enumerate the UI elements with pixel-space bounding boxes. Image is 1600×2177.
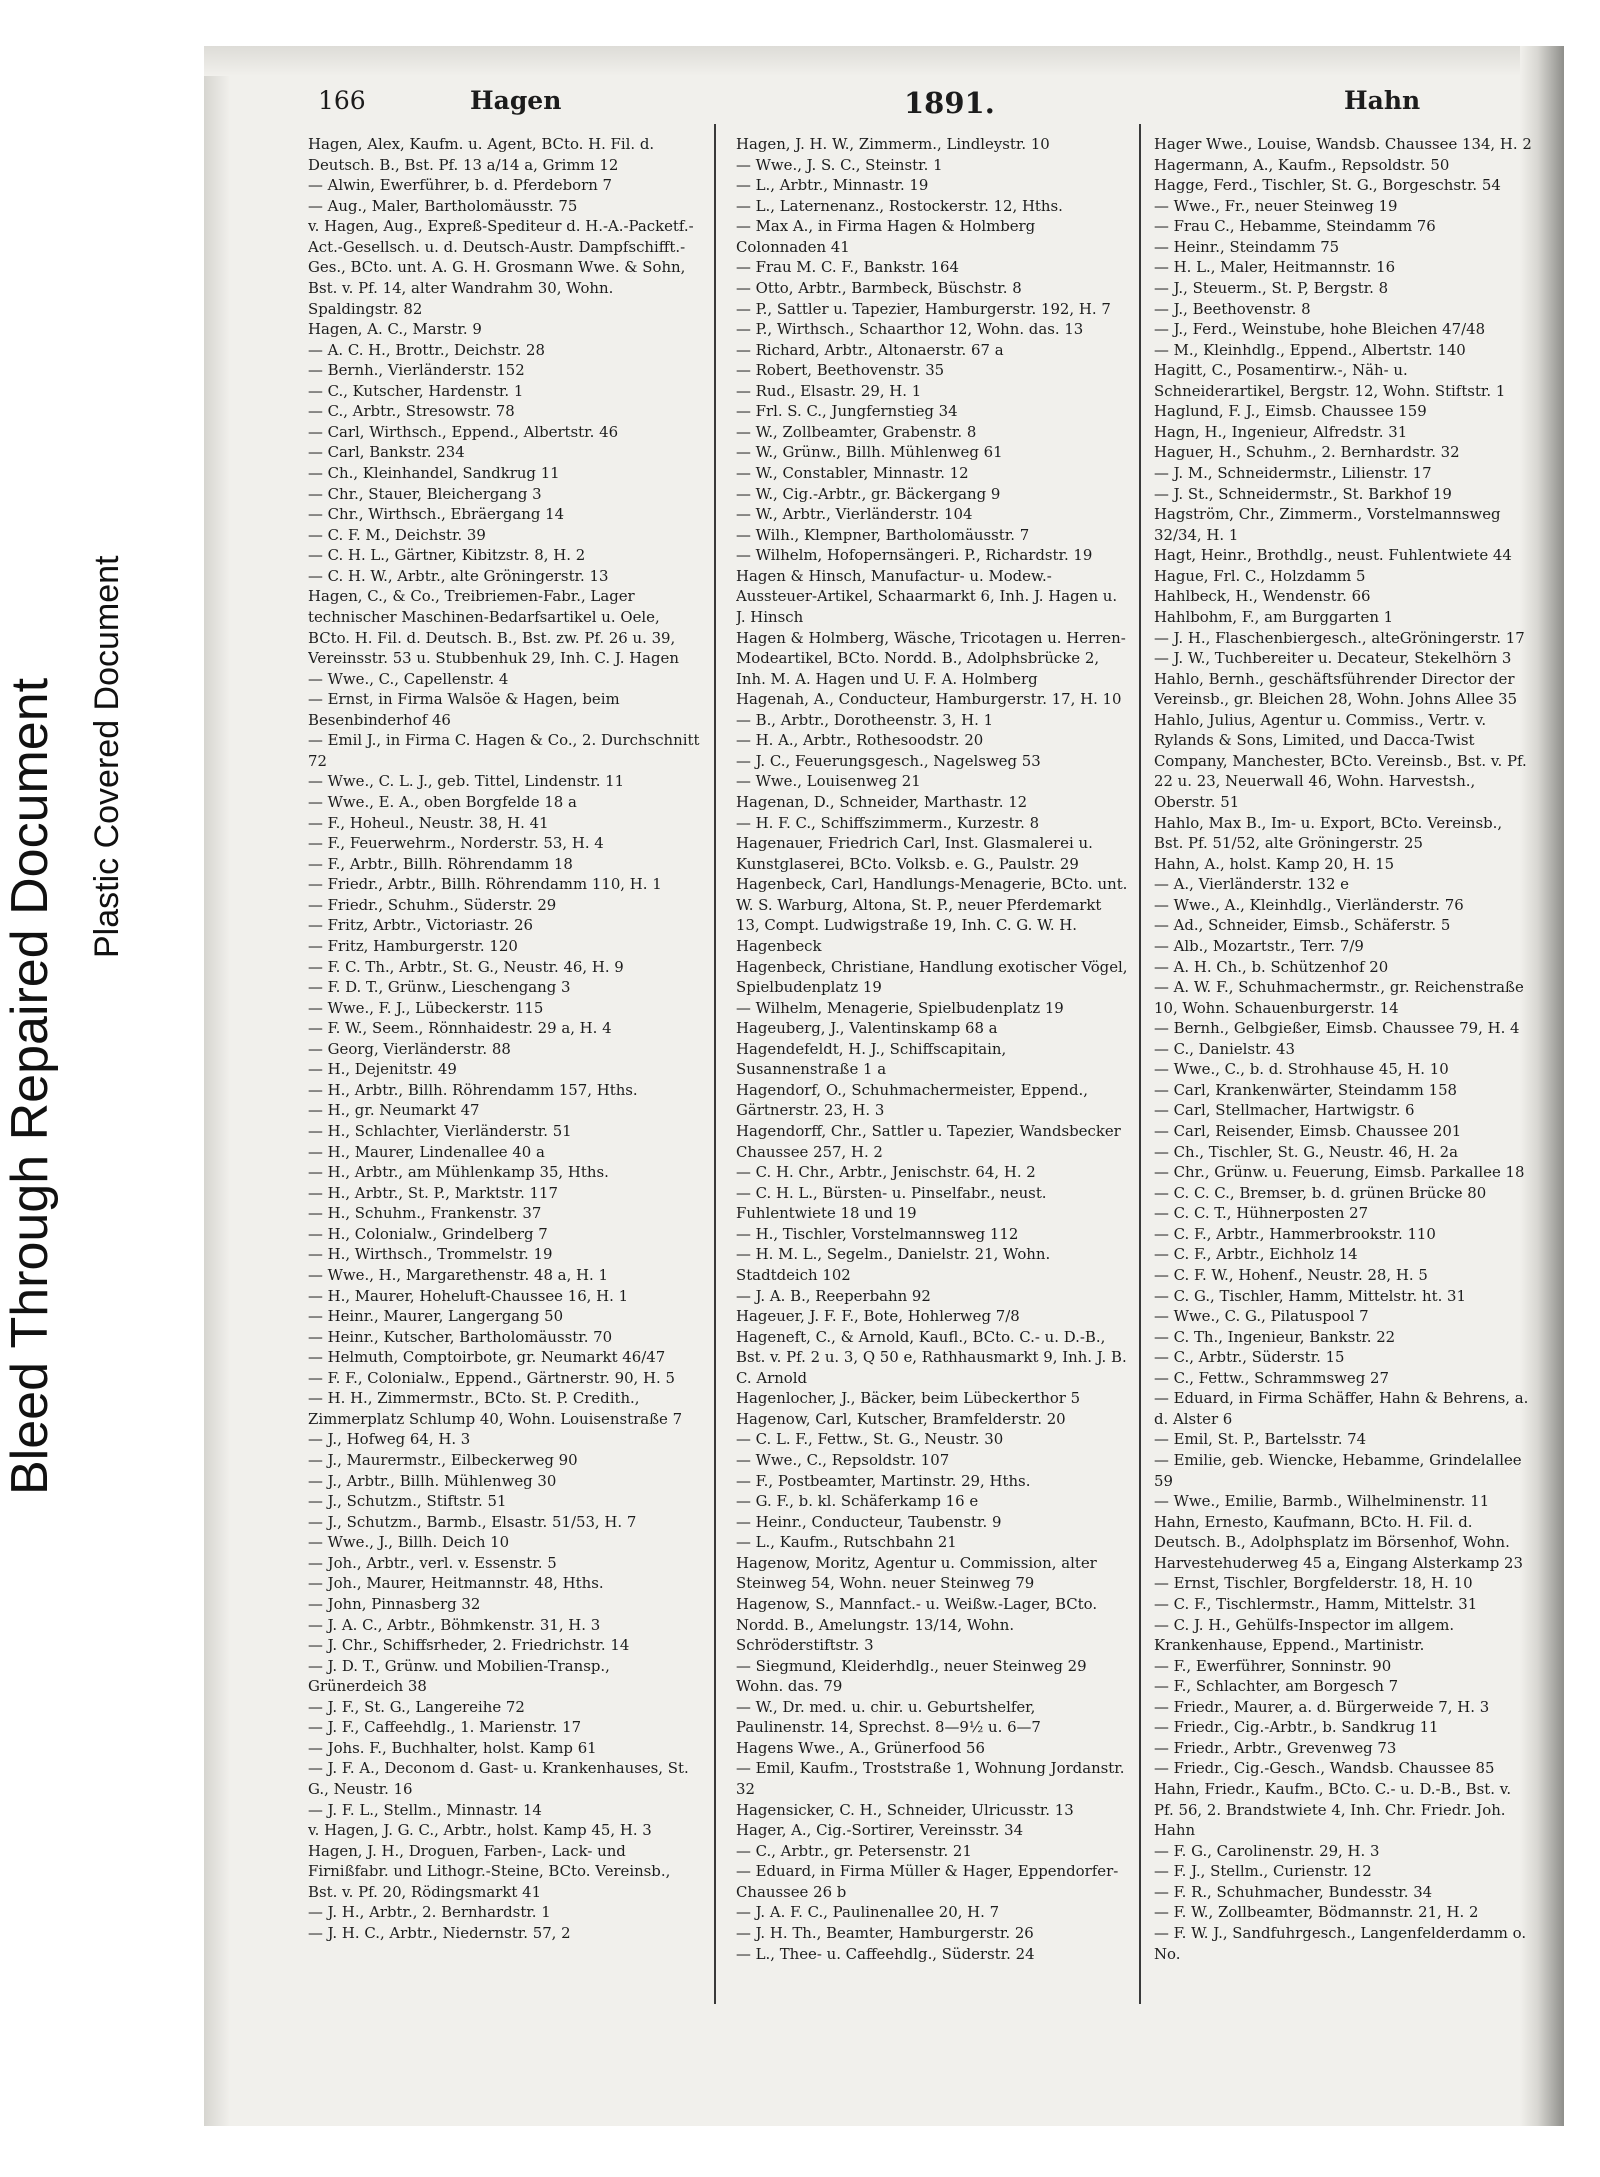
directory-entry: — Eduard, in Firma Schäffer, Hahn & Behrens, a. d. Alster 6 [1154,1389,1529,1428]
directory-entry: — Wilhelm, Hofopernsängeri. P., Richardstr. 19 [736,546,1093,565]
directory-entry: — C. C. C., Bremser, b. d. grünen Brücke 80 [1154,1183,1487,1202]
directory-entry: Hageuer, J. F. F., Bote, Hohlerweg 7/8 [736,1307,1020,1326]
directory-entry: — Fritz, Hamburgerstr. 120 [308,936,518,955]
directory-entry: — J. W., Tuchbereiter u. Decateur, Stekelhörn 3 [1154,649,1512,668]
directory-entry: — C., Arbtr., Süderstr. 15 [1154,1348,1345,1367]
directory-entry: — H., Arbtr., am Mühlenkamp 35, Hths. [308,1163,609,1182]
directory-entry: — W., Dr. med. u. chir. u. Geburtshelfer, Paulinenstr. 14, Sprechst. 8—9½ u. 6—7 [736,1697,1041,1737]
directory-entry: — C. F., Tischlermstr., Hamm, Mittelstr. 31 [1154,1594,1478,1613]
directory-entry: — W., Grünw., Billh. Mühlenweg 61 [736,443,1003,462]
directory-entry: — J. H., Arbtr., 2. Bernhardstr. 1 [308,1903,551,1922]
directory-entry: — C. L. F., Fettw., St. G., Neustr. 30 [736,1430,1004,1449]
directory-entry: — Alb., Mozartstr., Terr. 7/9 [1154,936,1364,955]
directory-entry: — L., Thee- u. Caffeehdlg., Süderstr. 24 [736,1944,1035,1963]
directory-entry: Hager Wwe., Louise, Wandsb. Chaussee 134, H. 2 [1154,135,1532,153]
directory-entry: — J. H., Flaschenbiergesch., alteGröningerstr. 17 [1154,628,1525,647]
directory-entry: — Wwe., C. G., Pilatuspool 7 [1154,1307,1369,1326]
directory-entry: Hagen & Holmberg, Wäsche, Tricotagen u. Herren-Modeartikel, BCto. Nordd. B., Adolphsbrücke 2, Inh. M. A. Hagen und U. F. A. Holmberg [736,628,1126,688]
directory-entry: — M., Kleinhdlg., Eppend., Albertstr. 140 [1154,340,1466,359]
directory-entry: Hagström, Chr., Zimmerm., Vorstelmannsweg 32/34, H. 1 [1154,505,1501,544]
directory-entry: — L., Kaufm., Rutschbahn 21 [736,1533,957,1552]
directory-entry: — C., Kutscher, Hardenstr. 1 [308,381,524,400]
directory-entry: — F., Ewerführer, Sonninstr. 90 [1154,1656,1392,1675]
directory-entry: — F., Hoheul., Neustr. 38, H. 41 [308,813,549,832]
directory-entry: — C. H. W., Arbtr., alte Gröningerstr. 13 [308,566,609,585]
directory-entry: — J., Hofweg 64, H. 3 [308,1430,471,1449]
directory-entry: — J., Maurermstr., Eilbeckerweg 90 [308,1451,578,1469]
directory-entry: Hagt, Heinr., Brothdlg., neust. Fuhlentwiete 44 [1154,546,1512,565]
directory-entry: Hageneft, C., & Arnold, Kaufl., BCto. C.- u. D.-B., Bst. v. Pf. 2 u. 3, Q 50 e, Rathhausmarkt 9, Inh. J. B. C. Arnold [736,1327,1127,1387]
directory-entry: Hagenow, S., Mannfact.- u. Weißw.-Lager, BCto. Nordd. B., Amelungstr. 13/14, Wohn. Schröderstiftstr. 3 [736,1594,1098,1655]
header-left-word: Hagen [470,86,562,115]
directory-entry: — J. D. T., Grünw. und Mobilien-Transp., Grünerdeich 38 [308,1656,610,1696]
directory-entry: — Alwin, Ewerführer, b. d. Pferdeborn 7 [308,176,613,195]
directory-entry: — Wwe., C., b. d. Strohhause 45, H. 10 [1154,1060,1449,1079]
directory-entry: — C. F., Arbtr., Eichholz 14 [1154,1245,1358,1264]
directory-entry: — C. Th., Ingenieur, Bankstr. 22 [1154,1327,1396,1346]
directory-entry: Hagendorff, Chr., Sattler u. Tapezier, Wandsbecker Chaussee 257, H. 2 [736,1122,1121,1161]
directory-entry: — G. F., b. kl. Schäferkamp 16 e [736,1492,979,1511]
directory-entry: — Frau C., Hebamme, Steindamm 76 [1154,217,1436,236]
directory-entry: — B., Arbtr., Dorotheenstr. 3, H. 1 [736,710,994,729]
directory-entry: — Richard, Arbtr., Altonaerstr. 67 a [736,340,1004,359]
directory-entry: — Friedr., Cig.-Arbtr., b. Sandkrug 11 [1154,1718,1439,1737]
directory-entry: — L., Laternenanz., Rostockerstr. 12, Hths. [736,196,1063,215]
directory-entry: — Ernst, in Firma Walsöe & Hagen, beim Besenbinderhof 46 [308,690,620,729]
directory-entry: — Heinr., Conducteur, Taubenstr. 9 [736,1512,1002,1531]
directory-column-3 [1154,134,1534,1964]
directory-entry: — Ad., Schneider, Eimsb., Schäferstr. 5 [1154,916,1451,935]
directory-entry: — Chr., Grünw. u. Feuerung, Eimsb. Parkallee 18 [1154,1163,1525,1182]
column-rule-2 [1139,124,1141,2004]
directory-entry: Hagn, H., Ingenieur, Alfredstr. 31 [1154,422,1408,441]
directory-entry: Hagenah, A., Conducteur, Hamburgerstr. 17, H. 10 [736,690,1122,709]
directory-entry: — F. W., Zollbeamter, Bödmannstr. 21, H. 2 [1154,1903,1479,1922]
directory-entry: Hagenbeck, Christiane, Handlung exotischer Vögel, Spielbudenplatz 19 [736,957,1128,997]
header-year: 1891. [904,86,995,120]
directory-entry: — Emil, St. P., Bartelsstr. 74 [1154,1430,1367,1449]
directory-entry: — F., Postbeamter, Martinstr. 29, Hths. [736,1471,1031,1490]
directory-entry: Hageuberg, J., Valentinskamp 68 a [736,1019,998,1038]
directory-entry: — F. R., Schuhmacher, Bundesstr. 34 [1154,1882,1433,1901]
directory-entry: — F. C. Th., Arbtr., St. G., Neustr. 46, H. 9 [308,957,624,976]
directory-entry: — H., Arbtr., St. P., Marktstr. 117 [308,1183,558,1202]
directory-entry: — W., Cig.-Arbtr., gr. Bäckergang 9 [736,484,1001,503]
directory-entry: — H., Colonialw., Grindelberg 7 [308,1224,548,1243]
directory-entry: — H., Dejenitstr. 49 [308,1060,457,1079]
directory-entry: — Friedr., Arbtr., Grevenweg 73 [1154,1738,1397,1757]
directory-entry: Hagenow, Moritz, Agentur u. Commission, alter Steinweg 54, Wohn. neuer Steinweg 79 [736,1553,1097,1593]
directory-entry: — Emil, Kaufm., Troststraße 1, Wohnung Jordanstr. 32 [736,1759,1125,1798]
directory-entry: — Carl, Krankenwärter, Steindamm 158 [1154,1080,1458,1099]
directory-entry: — L., Arbtr., Minnastr. 19 [736,176,929,195]
directory-page [204,46,1564,2126]
directory-entry: Hahn, A., holst. Kamp 20, H. 15 [1154,854,1395,873]
directory-entry: v. Hagen, Aug., Expreß-Spediteur d. H.-A.-Packetf.-Act.-Gesellsch. u. d. Deutsch-Austr. Dampfschifft.-Ges., BCto. unt. A. G. H. Grosmann Wwe. & Sohn, Bst. v. Pf. 14, alter Wandrahm 30, Wohn. Spaldingstr. 82 [308,217,694,318]
directory-entry: — Emil J., in Firma C. Hagen & Co., 2. Durchschnitt 72 [308,731,700,770]
directory-entry: — C. G., Tischler, Hamm, Mittelstr. ht. 31 [1154,1286,1466,1305]
directory-entry: — Bernh., Vierländerstr. 152 [308,361,525,380]
directory-entry: — Joh., Maurer, Heitmannstr. 48, Hths. [308,1574,604,1593]
directory-entry: — H., Wirthsch., Trommelstr. 19 [308,1245,553,1264]
directory-entry: — W., Zollbeamter, Grabenstr. 8 [736,422,977,441]
directory-entry: — F. D. T., Grünw., Lieschengang 3 [308,978,571,997]
directory-entry: — Wwe., C. L. J., geb. Tittel, Lindenstr. 11 [308,772,625,791]
directory-entry: — J. F. A., Deconom d. Gast- u. Krankenhauses, St. G., Neustr. 16 [308,1759,689,1798]
directory-entry: — J., Arbtr., Billh. Mühlenweg 30 [308,1471,557,1490]
directory-entry: — Wilhelm, Menagerie, Spielbudenplatz 19 [736,998,1064,1017]
directory-entry: Hagermann, A., Kaufm., Repsoldstr. 50 [1154,155,1450,174]
directory-entry: Hager, A., Cig.-Sortirer, Vereinsstr. 34 [736,1821,1024,1840]
directory-entry: — Carl, Wirthsch., Eppend., Albertstr. 46 [308,422,619,441]
directory-entry: Hagendorf, O., Schuhmachermeister, Eppend., Gärtnerstr. 23, H. 3 [736,1080,1088,1120]
directory-entry: — H., Arbtr., Billh. Röhrendamm 157, Hths. [308,1080,638,1099]
directory-entry: — Friedr., Cig.-Gesch., Wandsb. Chaussee 85 [1154,1759,1495,1778]
directory-entry: — W., Constabler, Minnastr. 12 [736,464,969,482]
directory-entry: — H. F. C., Schiffszimmerm., Kurzestr. 8 [736,813,1040,832]
directory-entry: Hahlbohm, F., am Burggarten 1 [1154,607,1394,626]
directory-entry: Hahlo, Julius, Agentur u. Commiss., Vertr. v. Rylands & Sons, Limited, und Dacca-Twist Company, Manchester, BCto. Vereinsb., Bst. v. Pf. 22 u. 23, Neuerwall 46, Wohn. Harvestsh., Oberstr. 51 [1154,710,1527,811]
directory-entry: — Wwe., C., Capellenstr. 4 [308,669,509,688]
directory-entry: — Chr., Stauer, Bleichergang 3 [308,484,542,503]
directory-entry: — Wwe., J., Billh. Deich 10 [308,1533,510,1552]
directory-entry: Hagge, Ferd., Tischler, St. G., Borgeschstr. 54 [1154,176,1501,195]
directory-entry: — P., Wirthsch., Schaarthor 12, Wohn. das. 13 [736,320,1084,339]
directory-entry: Hahlbeck, H., Wendenstr. 66 [1154,587,1371,606]
directory-entry: — C. F. M., Deichstr. 39 [308,525,486,544]
directory-entry: — Ch., Tischler, St. G., Neustr. 46, H. 2a [1154,1142,1459,1161]
directory-entry: — Heinr., Kutscher, Bartholomäusstr. 70 [308,1327,613,1346]
directory-entry: — F. W. J., Sandfuhrgesch., Langenfelderdamm o. No. [1154,1923,1527,1963]
directory-entry: — C. J. H., Gehülfs-Inspector im allgem. Krankenhause, Eppend., Martinistr. [1154,1615,1455,1655]
directory-entry: — J. Chr., Schiffsrheder, 2. Friedrichstr. 14 [308,1636,630,1655]
directory-entry: — C. F., Arbtr., Hammerbrookstr. 110 [1154,1224,1436,1243]
page-number: 166 [318,86,366,115]
directory-entry: — Frau M. C. F., Bankstr. 164 [736,258,959,277]
directory-entry: — A., Vierländerstr. 132 e [1154,875,1349,894]
directory-entry: — F. W., Seem., Rönnhaidestr. 29 a, H. 4 [308,1019,612,1038]
bleed-through-label: Bleed Through Repaired Document [1,677,59,1495]
page-header [204,86,1564,126]
directory-entry: — Friedr., Schuhm., Süderstr. 29 [308,895,557,914]
directory-entry: — Max A., in Firma Hagen & Holmberg Colonnaden 41 [736,217,1036,256]
directory-entry: — Ch., Kleinhandel, Sandkrug 11 [308,464,560,482]
directory-entry: — Helmuth, Comptoirbote, gr. Neumarkt 46/47 [308,1348,666,1367]
directory-entry: — Aug., Maler, Bartholomäusstr. 75 [308,196,578,215]
directory-entry: Hagenauer, Friedrich Carl, Inst. Glasmalerei u. Kunstglaserei, BCto. Volksb. e. G., Paulstr. 29 [736,834,1093,873]
directory-entry: Hague, Frl. C., Holzdamm 5 [1154,566,1366,585]
directory-entry: — J. H. Th., Beamter, Hamburgerstr. 26 [736,1923,1034,1942]
directory-entry: Hagens Wwe., A., Grünerfood 56 [736,1738,985,1757]
directory-entry: — J. St., Schneidermstr., St. Barkhof 19 [1154,484,1452,503]
directory-entry: — Wwe., Fr., neuer Steinweg 19 [1154,196,1398,215]
directory-entry: — Eduard, in Firma Müller & Hager, Eppendorfer-Chaussee 26 b [736,1862,1119,1901]
directory-entry: — Siegmund, Kleiderhdlg., neuer Steinweg 29 Wohn. das. 79 [736,1656,1087,1696]
directory-entry: — Robert, Beethovenstr. 35 [736,361,945,380]
directory-entry: — H. M. L., Segelm., Danielstr. 21, Wohn. Stadtdeich 102 [736,1245,1051,1284]
header-right-word: Hahn [1344,86,1421,115]
directory-entry: — J. F. L., Stellm., Minnastr. 14 [308,1800,542,1819]
directory-entry: v. Hagen, J. G. C., Arbtr., holst. Kamp 45, H. 3 [308,1821,652,1840]
directory-entry: — H., Tischler, Vorstelmannsweg 112 [736,1224,1019,1243]
directory-entry: — Carl, Bankstr. 234 [308,443,465,462]
directory-entry: Hagen, C., & Co., Treibriemen-Fabr., Lager technischer Maschinen-Bedarfsartikel u. Oele, BCto. H. Fil. d. Deutsch. B., Bst. zw. Pf. 26 u. 39, Vereinsstr. 53 u. Stubbenhuk 29, Inh. C. J. Hagen [308,587,679,668]
directory-entry: Hagenlocher, J., Bäcker, beim Lübeckerthor 5 [736,1389,1081,1408]
directory-entry: — F. J., Stellm., Curienstr. 12 [1154,1862,1372,1881]
directory-entry: — C., Arbtr., Stresowstr. 78 [308,402,515,421]
directory-entry: — F., Arbtr., Billh. Röhrendamm 18 [308,854,573,873]
directory-entry: — A. C. H., Brottr., Deichstr. 28 [308,340,545,359]
directory-entry: — Wwe., H., Margarethenstr. 48 a, H. 1 [308,1265,608,1284]
directory-entry: Hagen, Alex, Kaufm. u. Agent, BCto. H. Fil. d. Deutsch. B., Bst. Pf. 13 a/14 a, Grimm 12 [308,135,655,174]
directory-entry: — J., Steuerm., St. P, Bergstr. 8 [1154,278,1389,297]
directory-entry: — Emilie, geb. Wiencke, Hebamme, Grindelallee 59 [1154,1451,1522,1490]
directory-entry: — Wwe., E. A., oben Borgfelde 18 a [308,793,577,811]
directory-entry: — F., Feuerwehrm., Norderstr. 53, H. 4 [308,834,604,853]
directory-entry: Hagen & Hinsch, Manufactur- u. Modew.-Aussteuer-Artikel, Schaarmarkt 6, Inh. J. Hagen u. J. Hinsch [736,566,1118,626]
directory-entry: — H. H., Zimmermstr., BCto. St. P. Credith., Zimmerplatz Schlump 40, Wohn. Louisenstraße 7 [308,1389,683,1428]
directory-entry: — W., Arbtr., Vierländerstr. 104 [736,505,973,524]
directory-entry: — Wwe., A., Kleinhdlg., Vierländerstr. 76 [1154,895,1464,914]
directory-entry: — Wwe., F. J., Lübeckerstr. 115 [308,998,544,1017]
directory-entry: Hagenow, Carl, Kutscher, Bramfelderstr. 20 [736,1409,1066,1428]
directory-entry: — F., Schlachter, am Borgesch 7 [1154,1677,1399,1696]
directory-entry: — J. A. B., Reeperbahn 92 [736,1286,931,1305]
directory-entry: — Otto, Arbtr., Barmbeck, Büschstr. 8 [736,278,1022,297]
directory-entry: Hahn, Ernesto, Kaufmann, BCto. H. Fil. d. Deutsch. B., Adolphsplatz im Börsenhof, Wohn. Harvestehuderweg 45 a, Eingang Alsterkamp 23 [1154,1512,1523,1572]
directory-entry: Hagen, J. H., Droguen, Farben-, Lack- und Firnißfabr. und Lithogr.-Steine, BCto. Vereinsb., Bst. v. Pf. 20, Rödingsmarkt 41 [308,1841,671,1901]
plastic-covered-label: Plastic Covered Document [88,555,126,958]
directory-entry: — H., gr. Neumarkt 47 [308,1101,480,1120]
directory-entry: — C. H. L., Gärtner, Kibitzstr. 8, H. 2 [308,546,586,565]
directory-entry: Hagensicker, C. H., Schneider, Ulricusstr. 13 [736,1800,1074,1819]
directory-entry: — A. H. Ch., b. Schützenhof 20 [1154,957,1389,976]
directory-entry: — J., Ferd., Weinstube, hohe Bleichen 47/48 [1154,320,1486,339]
directory-entry: — H., Schlachter, Vierländerstr. 51 [308,1122,572,1140]
directory-entry: — Carl, Stellmacher, Hartwigstr. 6 [1154,1101,1415,1120]
page-edge-shadow-top [204,46,1564,76]
directory-entry: — C. C. T., Hühnerposten 27 [1154,1204,1369,1223]
directory-entry: — P., Sattler u. Tapezier, Hamburgerstr. 192, H. 7 [736,299,1111,318]
directory-entry: — C., Danielstr. 43 [1154,1039,1295,1058]
directory-entry: — J. A. C., Arbtr., Böhmkenstr. 31, H. 3 [308,1615,601,1634]
directory-entry: — Wwe., J. S. C., Steinstr. 1 [736,155,943,174]
directory-entry: — J. H. C., Arbtr., Niedernstr. 57, 2 [308,1923,571,1942]
directory-entry: — C., Fettw., Schrammsweg 27 [1154,1368,1389,1387]
directory-entry: — C. H. L., Bürsten- u. Pinselfabr., neust. Fuhlentwiete 18 und 19 [736,1183,1047,1223]
directory-entry: — Fritz, Arbtr., Victoriastr. 26 [308,916,534,935]
directory-entry: — Frl. S. C., Jungfernstieg 34 [736,402,958,421]
directory-entry: — Heinr., Steindamm 75 [1154,237,1340,256]
directory-entry: — J. A. F. C., Paulinenallee 20, H. 7 [736,1903,1000,1922]
directory-entry: — Johs. F., Buchhalter, holst. Kamp 61 [308,1738,597,1757]
directory-entry: Hahn, Friedr., Kaufm., BCto. C.- u. D.-B., Bst. v. Pf. 56, 2. Brandstwiete 4, Inh. Chr. Friedr. Joh. Hahn [1154,1780,1512,1840]
directory-entry: Haglund, F. J., Eimsb. Chaussee 159 [1154,402,1427,421]
directory-entry: — Bernh., Gelbgießer, Eimsb. Chaussee 79, H. 4 [1154,1019,1520,1038]
directory-entry: — C., Arbtr., gr. Petersenstr. 21 [736,1841,972,1860]
directory-entry: Hagen, J. H. W., Zimmerm., Lindleystr. 10 [736,135,1050,153]
directory-column-2 [736,134,1128,1964]
directory-entry: — J., Beethovenstr. 8 [1154,299,1311,318]
directory-entry: — Wwe., Louisenweg 21 [736,772,921,791]
directory-entry: — H. A., Arbtr., Rothesoodstr. 20 [736,731,984,750]
directory-entry: — Wilh., Klempner, Bartholomäusstr. 7 [736,525,1030,544]
directory-entry: Hagitt, C., Posamentirw.-, Näh- u. Schneiderartikel, Bergstr. 12, Wohn. Stiftstr. 1 [1154,361,1506,400]
column-rule-1 [714,124,716,2004]
directory-entry: — Carl, Reisender, Eimsb. Chaussee 201 [1154,1122,1462,1140]
directory-entry: — J. F., St. G., Langereihe 72 [308,1697,525,1716]
directory-entry: Hagendefeldt, H. J., Schiffscapitain, Susannenstraße 1 a [736,1039,1007,1079]
directory-entry: — Ernst, Tischler, Borgfelderstr. 18, H. 10 [1154,1574,1473,1593]
directory-column-1 [308,134,704,1944]
directory-entry: Hahlo, Max B., Im- u. Export, BCto. Vereinsb., Bst. Pf. 51/52, alte Gröningerstr. 25 [1154,813,1503,853]
directory-entry: — H., Maurer, Lindenallee 40 a [308,1142,545,1161]
directory-entry: — C. F. W., Hohenf., Neustr. 28, H. 5 [1154,1265,1428,1284]
directory-entry: Hagen, A. C., Marstr. 9 [308,320,482,339]
directory-entry: — John, Pinnasberg 32 [308,1594,481,1613]
directory-entry: — H. L., Maler, Heitmannstr. 16 [1154,258,1396,277]
directory-entry: — J. F., Caffeehdlg., 1. Marienstr. 17 [308,1718,582,1737]
directory-entry: — H., Schuhm., Frankenstr. 37 [308,1204,542,1223]
directory-entry: — Friedr., Arbtr., Billh. Röhrendamm 110, H. 1 [308,875,662,894]
directory-entry: — Wwe., Emilie, Barmb., Wilhelminenstr. 11 [1154,1492,1490,1511]
directory-entry: — Rud., Elsastr. 29, H. 1 [736,381,922,400]
directory-entry: — A. W. F., Schuhmachermstr., gr. Reichenstraße 10, Wohn. Schauenburgerstr. 14 [1154,978,1524,1017]
directory-entry: — J. C., Feuerungsgesch., Nagelsweg 53 [736,751,1041,770]
directory-entry: Hagenbeck, Carl, Handlungs-Menagerie, BCto. unt. W. S. Warburg, Altona, St. P., neuer Pferdemarkt 13, Compt. Ludwigstraße 19, Inh. C. G. W. H. Hagenbeck [736,875,1128,955]
directory-entry: — Wwe., C., Repsoldstr. 107 [736,1451,950,1469]
directory-entry: — F. F., Colonialw., Eppend., Gärtnerstr. 90, H. 5 [308,1368,675,1387]
directory-entry: — C. H. Chr., Arbtr., Jenischstr. 64, H. 2 [736,1163,1036,1182]
directory-entry: — Heinr., Maurer, Langergang 50 [308,1307,564,1326]
directory-entry: — Chr., Wirthsch., Ebräergang 14 [308,505,565,524]
directory-entry: Hagenan, D., Schneider, Marthastr. 12 [736,793,1028,811]
directory-entry: Haguer, H., Schuhm., 2. Bernhardstr. 32 [1154,443,1460,462]
directory-entry: — Georg, Vierländerstr. 88 [308,1039,511,1058]
directory-entry: — J., Schutzm., Stiftstr. 51 [308,1492,507,1511]
directory-entry: — Friedr., Maurer, a. d. Bürgerweide 7, H. 3 [1154,1697,1490,1716]
directory-entry: — H., Maurer, Hoheluft-Chaussee 16, H. 1 [308,1286,629,1305]
directory-entry: — J. M., Schneidermstr., Lilienstr. 17 [1154,464,1432,482]
directory-entry: Hahlo, Bernh., geschäftsführender Director der Vereinsb., gr. Bleichen 28, Wohn. Johns Allee 35 [1154,669,1518,709]
directory-entry: — Joh., Arbtr., verl. v. Essenstr. 5 [308,1553,557,1572]
page-edge-shadow-left [204,46,230,2126]
directory-entry: — F. G., Carolinenstr. 29, H. 3 [1154,1841,1380,1860]
directory-entry: — J., Schutzm., Barmb., Elsastr. 51/53, H. 7 [308,1512,637,1531]
